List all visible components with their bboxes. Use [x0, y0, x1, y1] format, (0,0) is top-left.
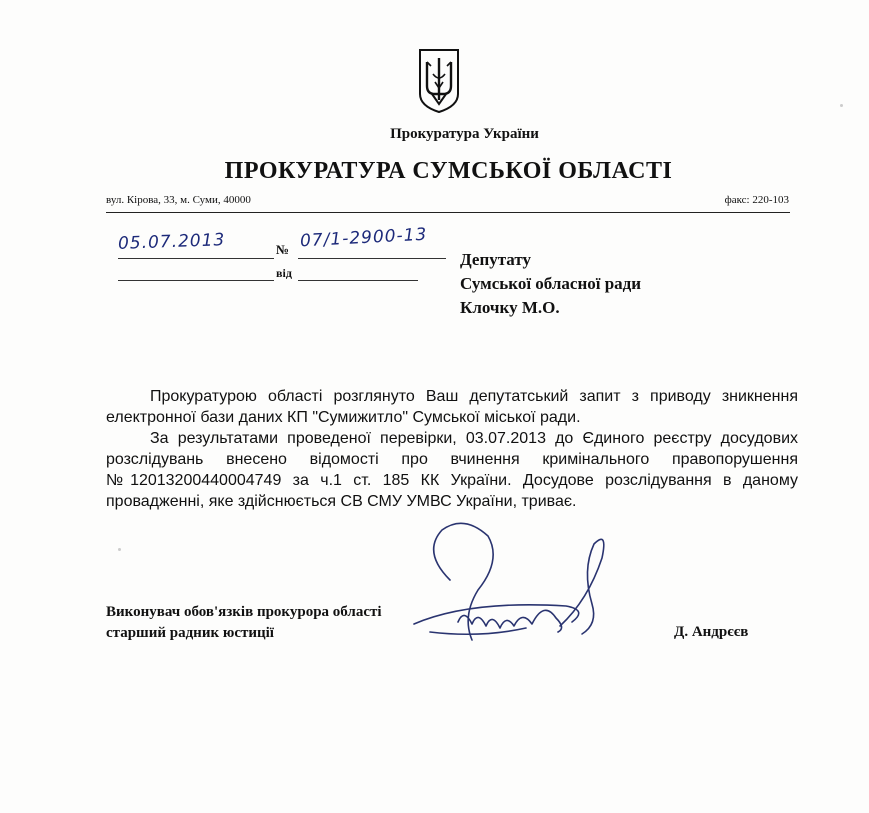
body-paragraph: За результатами проведеної перевірки, 03.07.2013 до Єдиного реєстру досудових розслідувань внесено відомості про вчинення кримінального правопорушення №12013200440004749 за ч.1 ст. 185 КК України. Досудове розслідування в даному провадженні, яке здійснюється СВ СМУ УМВС України, триває.	[106, 430, 798, 510]
registration-ref-line	[118, 280, 274, 281]
addressee-line: Депутату	[460, 250, 531, 269]
scan-speck	[118, 548, 121, 551]
registration-ref-date-line	[298, 280, 418, 281]
parent-org: Прокуратура України	[390, 126, 539, 142]
addressee-line: Сумської обласної ради	[460, 274, 642, 293]
registration-date-line	[118, 258, 274, 259]
registration-number: 07/1-2900-13	[299, 224, 428, 252]
header-divider	[106, 212, 790, 213]
scan-speck	[840, 104, 843, 107]
addressee-block	[460, 248, 641, 320]
signer-position	[106, 602, 382, 644]
handwritten-signature	[330, 500, 640, 670]
addressee-line: Клочку М.О.	[460, 298, 560, 317]
letter-body	[106, 386, 798, 512]
signer-position-line: Виконувач обов'язків прокурора області	[106, 604, 382, 620]
registration-number-line	[298, 258, 446, 259]
org-title: ПРОКУРАТУРА СУМСЬКОЇ ОБЛАСТІ	[224, 158, 673, 184]
registration-number-label: №	[276, 242, 290, 257]
signer-position-line: старший радник юстиції	[106, 625, 274, 641]
signer-name: Д. Андрєєв	[674, 624, 749, 640]
registration-from-label: від	[276, 266, 292, 280]
tryzub-emblem-icon	[418, 48, 460, 114]
body-paragraph: Прокуратурою області розглянуто Ваш депутатський запит з приводу зникнення електронної бази даних КП "Сумижитло" Сумської міської ради.	[106, 388, 798, 426]
org-address: вул. Кірова, 33, м. Суми, 40000	[106, 194, 251, 206]
registration-date: 05.07.2013	[117, 230, 226, 254]
org-fax: факс: 220-103	[724, 194, 789, 206]
